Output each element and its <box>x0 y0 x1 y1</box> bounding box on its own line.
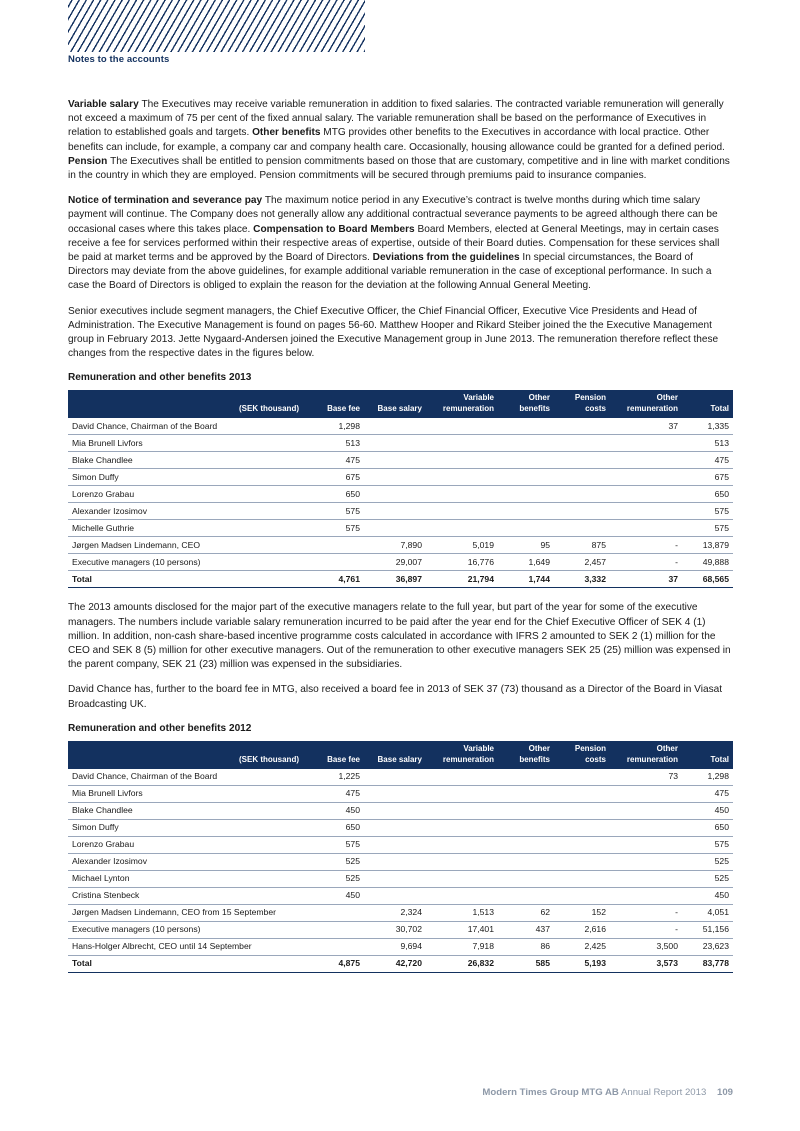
row-value-cell <box>610 785 682 802</box>
row-value-cell <box>498 887 554 904</box>
row-value-cell: 450 <box>682 802 733 819</box>
row-value-cell <box>364 836 426 853</box>
row-value-cell: 1,225 <box>303 769 364 786</box>
text-run: The Executives may receive variable remuneration in addition to fixed salaries. The contracted variable remuneration will generally not exceed a maximum of 75 per cent of the fixed annual salary. The variable remuneration shall be based on the performance of Executives in relation to established goals and targets. <box>68 99 724 139</box>
row-label-cell: David Chance, Chairman of the Board <box>68 769 303 786</box>
th2-bot-7: Total <box>682 755 733 769</box>
footer-company: Modern Times Group MTG AB <box>482 1087 619 1098</box>
row-value-cell: 3,573 <box>610 955 682 972</box>
row-value-cell <box>426 469 498 486</box>
row-value-cell <box>364 853 426 870</box>
table-row <box>68 435 733 452</box>
row-value-cell <box>610 819 682 836</box>
row-value-cell: 23,623 <box>682 938 733 955</box>
row-value-cell <box>610 452 682 469</box>
row-value-cell <box>610 435 682 452</box>
row-value-cell: 30,702 <box>364 921 426 938</box>
row-value-cell <box>426 887 498 904</box>
row-value-cell <box>554 520 610 537</box>
row-label-cell: Blake Chandlee <box>68 452 303 469</box>
row-value-cell: 1,335 <box>682 418 733 435</box>
table-row <box>68 921 733 938</box>
table-2013-body <box>68 418 733 588</box>
th2-top-3: Variable <box>426 741 498 755</box>
row-value-cell <box>498 486 554 503</box>
row-value-cell: 525 <box>682 870 733 887</box>
table-row <box>68 802 733 819</box>
table-2013-header <box>68 390 733 418</box>
row-value-cell: 9,694 <box>364 938 426 955</box>
paragraph-notice-termination <box>68 194 733 293</box>
row-value-cell <box>610 887 682 904</box>
row-value-cell: 2,425 <box>554 938 610 955</box>
row-value-cell: 86 <box>498 938 554 955</box>
row-value-cell <box>554 435 610 452</box>
header-stripe-graphic <box>68 0 365 52</box>
row-value-cell <box>498 870 554 887</box>
row-value-cell <box>303 921 364 938</box>
text-run-bold: Variable salary <box>68 99 142 110</box>
paragraph-2013-amounts <box>68 601 733 672</box>
row-value-cell: 450 <box>303 802 364 819</box>
row-label-cell: Lorenzo Grabau <box>68 836 303 853</box>
row-value-cell <box>554 503 610 520</box>
row-value-cell: 475 <box>682 785 733 802</box>
row-value-cell <box>364 870 426 887</box>
row-label-cell: Hans-Holger Albrecht, CEO until 14 September <box>68 938 303 955</box>
footer-page-number: 109 <box>716 1087 733 1098</box>
row-value-cell <box>364 435 426 452</box>
row-value-cell <box>610 836 682 853</box>
row-value-cell: 3,500 <box>610 938 682 955</box>
remuneration-table-2013 <box>68 390 733 588</box>
table-row <box>68 418 733 435</box>
row-value-cell <box>610 853 682 870</box>
row-value-cell: 16,776 <box>426 554 498 571</box>
table-2012-header-top-row <box>68 741 733 755</box>
row-value-cell: 36,897 <box>364 571 426 588</box>
th-bot-2: Base salary <box>364 404 426 418</box>
row-value-cell <box>554 836 610 853</box>
row-value-cell: 42,720 <box>364 955 426 972</box>
row-label-cell: Lorenzo Grabau <box>68 486 303 503</box>
row-value-cell: 51,156 <box>682 921 733 938</box>
row-value-cell: - <box>610 904 682 921</box>
row-value-cell <box>364 887 426 904</box>
table-total-row <box>68 571 733 588</box>
table-row <box>68 469 733 486</box>
text-run: David Chance has, further to the board fee in MTG, also received a board fee in 2013 of SEK 37 (73) thousand as a Director of the Board in Viasat Broadcasting UK. <box>68 684 723 710</box>
row-value-cell <box>364 520 426 537</box>
table-2013-title: Remuneration and other benefits 2013 <box>68 372 252 384</box>
table-row <box>68 554 733 571</box>
row-label-cell: Mia Brunell Livfors <box>68 435 303 452</box>
paragraph-david-chance-fee <box>68 683 733 711</box>
th2-bot-2: Base salary <box>364 755 426 769</box>
th-bot-4: benefits <box>498 404 554 418</box>
th-top-7 <box>682 390 733 404</box>
row-value-cell <box>610 870 682 887</box>
row-value-cell <box>610 802 682 819</box>
row-value-cell: 525 <box>303 870 364 887</box>
row-value-cell: - <box>610 537 682 554</box>
row-value-cell <box>303 554 364 571</box>
text-run: The maximum notice period in any Executive’s contract is twelve months during which time salary payment will continue. The Company does not generally allow any additional contractual severance payments to be agreed although there can be occasional cases where this takes place. <box>68 195 718 235</box>
th2-bot-1: Base fee <box>303 755 364 769</box>
row-value-cell: 73 <box>610 769 682 786</box>
row-value-cell <box>554 870 610 887</box>
row-value-cell <box>364 486 426 503</box>
th2-bot-6: remuneration <box>610 755 682 769</box>
th2-top-6: Other <box>610 741 682 755</box>
row-value-cell <box>554 418 610 435</box>
row-value-cell: 29,007 <box>364 554 426 571</box>
row-value-cell <box>554 853 610 870</box>
row-value-cell: 575 <box>682 520 733 537</box>
row-value-cell: 37 <box>610 571 682 588</box>
row-value-cell <box>303 904 364 921</box>
row-value-cell: 4,875 <box>303 955 364 972</box>
row-value-cell: - <box>610 921 682 938</box>
row-value-cell <box>426 435 498 452</box>
row-value-cell <box>498 452 554 469</box>
row-value-cell: 513 <box>682 435 733 452</box>
table-row <box>68 537 733 554</box>
th-bot-6: remuneration <box>610 404 682 418</box>
row-value-cell <box>610 520 682 537</box>
row-value-cell: 2,324 <box>364 904 426 921</box>
row-value-cell <box>498 418 554 435</box>
row-value-cell <box>364 452 426 469</box>
table-row <box>68 769 733 786</box>
th2-bot-5: costs <box>554 755 610 769</box>
row-value-cell <box>426 819 498 836</box>
text-run: MTG provides other benefits to the Executives in accordance with local practice. Other benefits can include, for example, a company car and company health care. Occasionally, housing allowance could be granted for a defined period. <box>68 127 725 153</box>
table-row <box>68 819 733 836</box>
text-run-bold: Compensation to Board Members <box>253 223 418 235</box>
remuneration-table-2012 <box>68 741 733 973</box>
row-label-cell: Cristina Stenbeck <box>68 887 303 904</box>
row-label-cell: Alexander Izosimov <box>68 503 303 520</box>
row-value-cell <box>498 769 554 786</box>
row-value-cell: 26,832 <box>426 955 498 972</box>
th2-top-0 <box>68 741 303 755</box>
table-row <box>68 887 733 904</box>
row-value-cell: 575 <box>682 836 733 853</box>
row-value-cell: 475 <box>303 785 364 802</box>
page-content <box>68 98 733 973</box>
th-bot-5: costs <box>554 404 610 418</box>
row-value-cell <box>554 785 610 802</box>
row-value-cell: 3,332 <box>554 571 610 588</box>
row-value-cell <box>364 819 426 836</box>
row-value-cell: 525 <box>303 853 364 870</box>
row-value-cell <box>554 469 610 486</box>
row-value-cell: 525 <box>682 853 733 870</box>
th2-top-7 <box>682 741 733 755</box>
row-value-cell: 575 <box>682 503 733 520</box>
row-value-cell: 1,513 <box>426 904 498 921</box>
row-label-cell: Mia Brunell Livfors <box>68 785 303 802</box>
table-row <box>68 870 733 887</box>
text-run: Senior executives include segment managers, the Chief Executive Officer, the Chief Financial Officer, Executive Vice Presidents and Head of Administration. The Executive Management is found on pages 56-60. Matthew Hooper and Rikard Steiber joined the the Executive Management group in February 2013. Jette Nygaard-Andersen joined the Executive Management group in June 2013. The remuneration therefore reflect these changes from the respective dates in the figures below. <box>68 305 719 360</box>
row-value-cell: 152 <box>554 904 610 921</box>
row-value-cell <box>426 853 498 870</box>
th-bot-7: Total <box>682 404 733 418</box>
table-row <box>68 904 733 921</box>
row-value-cell <box>364 503 426 520</box>
row-value-cell: 650 <box>682 819 733 836</box>
row-value-cell <box>498 785 554 802</box>
row-value-cell: 7,918 <box>426 938 498 955</box>
row-value-cell <box>364 802 426 819</box>
row-value-cell <box>498 819 554 836</box>
row-value-cell <box>498 802 554 819</box>
row-value-cell: 62 <box>498 904 554 921</box>
row-value-cell: 585 <box>498 955 554 972</box>
row-value-cell <box>426 520 498 537</box>
row-value-cell: 2,457 <box>554 554 610 571</box>
row-value-cell: 1,298 <box>682 769 733 786</box>
text-run: In special circumstances, the Board of Directors may deviate from the above guidelines, for example additional variable remuneration in the case of exceptional performance. In such a case the Board of Directors is obliged to explain the reason for the deviation at the following Annual General Meeting. <box>68 252 712 292</box>
row-label-cell: Executive managers (10 persons) <box>68 921 303 938</box>
row-value-cell <box>303 537 364 554</box>
row-value-cell: 95 <box>498 537 554 554</box>
row-value-cell <box>426 503 498 520</box>
th-top-2 <box>364 390 426 404</box>
row-value-cell <box>364 418 426 435</box>
page-footer <box>482 1087 733 1098</box>
row-value-cell <box>364 785 426 802</box>
th-top-4: Other <box>498 390 554 404</box>
row-value-cell: 13,879 <box>682 537 733 554</box>
th2-top-5: Pension <box>554 741 610 755</box>
row-value-cell: 37 <box>610 418 682 435</box>
th-bot-3: remuneration <box>426 404 498 418</box>
row-value-cell <box>554 769 610 786</box>
row-value-cell: 2,616 <box>554 921 610 938</box>
text-run-bold: Other benefits <box>252 127 324 139</box>
row-value-cell: 4,761 <box>303 571 364 588</box>
row-value-cell: 437 <box>498 921 554 938</box>
row-value-cell: 4,051 <box>682 904 733 921</box>
text-run-bold: Notice of termination and severance pay <box>68 195 265 207</box>
row-value-cell <box>426 769 498 786</box>
table-row <box>68 853 733 870</box>
text-run-bold: Pension <box>68 155 111 167</box>
row-value-cell <box>426 452 498 469</box>
row-value-cell: 1,649 <box>498 554 554 571</box>
text-run: Board Members, elected at General Meetings, may in certain cases receive a fee for services performed within their respective areas of expertise, outside of their Board duties. Compensation for these services shall be paid at market terms and be approved by the Board of Directors. <box>68 223 720 264</box>
paragraph-senior-executives <box>68 305 733 362</box>
row-value-cell: 675 <box>682 469 733 486</box>
row-value-cell <box>554 452 610 469</box>
row-value-cell <box>554 887 610 904</box>
row-value-cell <box>498 520 554 537</box>
th2-bot-0: (SEK thousand) <box>68 755 303 769</box>
row-value-cell <box>426 836 498 853</box>
row-value-cell <box>610 486 682 503</box>
row-value-cell: 450 <box>303 887 364 904</box>
row-value-cell: 650 <box>303 819 364 836</box>
footer-report: Annual Report 2013 <box>620 1087 707 1098</box>
row-label-cell: Blake Chandlee <box>68 802 303 819</box>
table-2013-header-bottom-row <box>68 404 733 418</box>
row-value-cell: 68,565 <box>682 571 733 588</box>
table-row <box>68 452 733 469</box>
th-top-0 <box>68 390 303 404</box>
row-value-cell: 450 <box>682 887 733 904</box>
row-label-cell: Jørgen Madsen Lindemann, CEO from 15 September <box>68 904 303 921</box>
row-value-cell: 875 <box>554 537 610 554</box>
text-run-bold: Deviations from the guidelines <box>372 252 523 264</box>
row-value-cell: 513 <box>303 435 364 452</box>
row-value-cell: 5,019 <box>426 537 498 554</box>
row-value-cell: 650 <box>682 486 733 503</box>
row-value-cell <box>426 870 498 887</box>
th-top-1 <box>303 390 364 404</box>
text-run: The Executives shall be entitled to pension commitments based on those that are customary, competitive and in line with market conditions in the country in which they are employed. Pension commitments will be secured through premiums paid to insurance companies. <box>68 155 730 182</box>
row-value-cell <box>364 469 426 486</box>
row-value-cell <box>426 802 498 819</box>
table-row <box>68 785 733 802</box>
row-value-cell <box>498 836 554 853</box>
row-value-cell: 1,298 <box>303 418 364 435</box>
row-value-cell: 475 <box>303 452 364 469</box>
row-value-cell: 650 <box>303 486 364 503</box>
row-value-cell: 675 <box>303 469 364 486</box>
table-row <box>68 503 733 520</box>
row-value-cell: 21,794 <box>426 571 498 588</box>
row-value-cell: 7,890 <box>364 537 426 554</box>
row-value-cell: 49,888 <box>682 554 733 571</box>
row-label-cell: Total <box>68 955 303 972</box>
row-value-cell <box>303 938 364 955</box>
row-label-cell: Simon Duffy <box>68 819 303 836</box>
row-value-cell <box>554 819 610 836</box>
th2-top-4: Other <box>498 741 554 755</box>
row-label-cell: David Chance, Chairman of the Board <box>68 418 303 435</box>
th2-bot-4: benefits <box>498 755 554 769</box>
section-label: Notes to the accounts <box>68 54 170 65</box>
row-value-cell: 5,193 <box>554 955 610 972</box>
table-total-row <box>68 955 733 972</box>
row-value-cell <box>364 769 426 786</box>
row-value-cell <box>426 785 498 802</box>
row-label-cell: Michael Lynton <box>68 870 303 887</box>
row-label-cell: Total <box>68 571 303 588</box>
row-value-cell: 575 <box>303 520 364 537</box>
row-value-cell: 575 <box>303 836 364 853</box>
row-value-cell: 475 <box>682 452 733 469</box>
table-row <box>68 520 733 537</box>
text-run: The 2013 amounts disclosed for the major part of the executive managers relate to the full year, but part of the year for some of the executive managers. The numbers include variable salary remuneration incurred to be paid after the year end for the Chief Executive Officer of SEK 4 (1) million. In addition, non-cash share-based incentive programme costs calculated in accordance with IFRS 2 amounted to SEK 2 (1) million for the CEO and SEK 8 (5) million for other executive managers. Out of the remuneration to other executive managers SEK 25 (25) million was expensed in the parent company, SEK 21 (23) million was expensed in the subsidiaries. <box>68 602 731 671</box>
th-top-6: Other <box>610 390 682 404</box>
row-value-cell <box>498 503 554 520</box>
row-value-cell <box>426 418 498 435</box>
table-row <box>68 938 733 955</box>
row-value-cell <box>426 486 498 503</box>
th-top-3: Variable <box>426 390 498 404</box>
paragraph-variable-salary <box>68 98 733 183</box>
row-value-cell: 1,744 <box>498 571 554 588</box>
row-label-cell: Alexander Izosimov <box>68 853 303 870</box>
row-value-cell <box>610 469 682 486</box>
row-value-cell <box>554 486 610 503</box>
row-label-cell: Jørgen Madsen Lindemann, CEO <box>68 537 303 554</box>
row-label-cell: Michelle Guthrie <box>68 520 303 537</box>
table-row <box>68 836 733 853</box>
row-value-cell <box>498 469 554 486</box>
row-value-cell <box>554 802 610 819</box>
table-2013-header-top-row <box>68 390 733 404</box>
table-row <box>68 486 733 503</box>
table-2012-header <box>68 741 733 769</box>
row-value-cell <box>498 435 554 452</box>
th-top-5: Pension <box>554 390 610 404</box>
row-value-cell: 575 <box>303 503 364 520</box>
th2-bot-3: remuneration <box>426 755 498 769</box>
row-value-cell <box>610 503 682 520</box>
th-bot-0: (SEK thousand) <box>68 404 303 418</box>
row-value-cell: 17,401 <box>426 921 498 938</box>
table-2012-header-bottom-row <box>68 755 733 769</box>
th-bot-1: Base fee <box>303 404 364 418</box>
row-value-cell: - <box>610 554 682 571</box>
th2-top-2 <box>364 741 426 755</box>
table-2012-title: Remuneration and other benefits 2012 <box>68 722 252 734</box>
row-value-cell: 83,778 <box>682 955 733 972</box>
th2-top-1 <box>303 741 364 755</box>
row-label-cell: Simon Duffy <box>68 469 303 486</box>
row-value-cell <box>498 853 554 870</box>
row-label-cell: Executive managers (10 persons) <box>68 554 303 571</box>
table-2012-body <box>68 769 733 973</box>
